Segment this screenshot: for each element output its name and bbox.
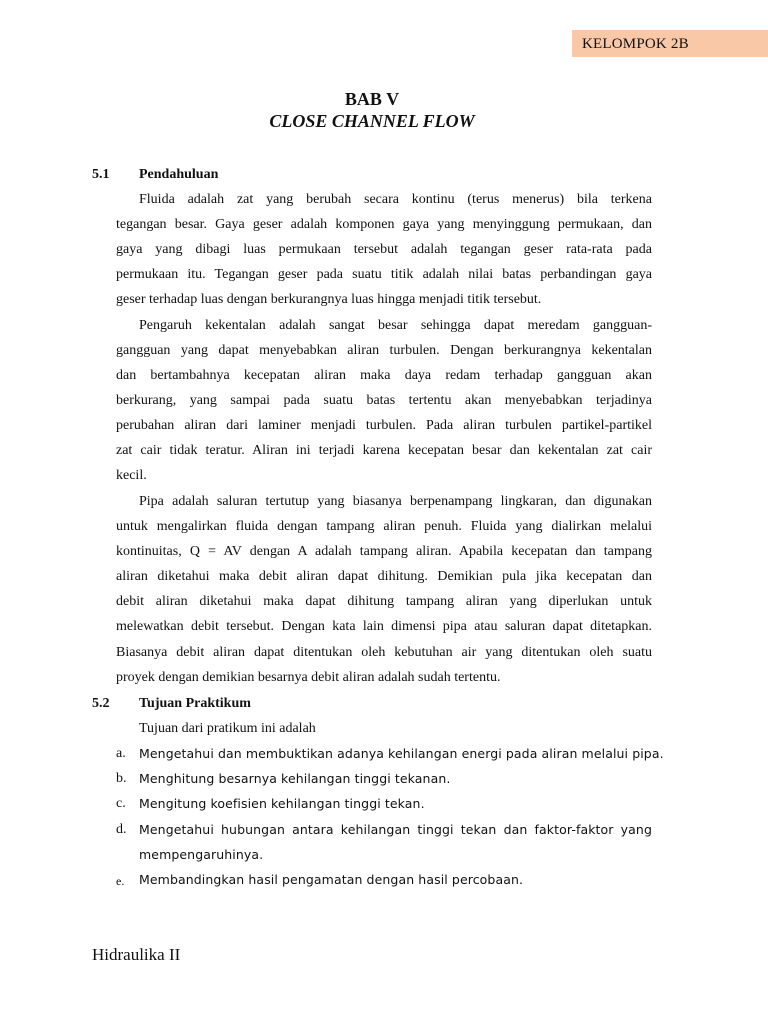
paragraph-line: tegangan besar. Gaya geser adalah komponen gaya yang menyinggung permukaan, dan (116, 217, 652, 232)
paragraph-line: gaya yang dibagi luas permukaan tersebut adalah tegangan geser rata-rata pada (116, 242, 652, 257)
paragraph-line: permukaan itu. Tegangan geser pada suatu titik adalah nilai batas perbandingan gaya (116, 267, 652, 282)
paragraph-line: untuk mengalirkan fluida dengan tampang aliran penuh. Fluida yang dialirkan melalui (116, 519, 652, 534)
list-item: Mengitung koefisien kehilangan tinggi tekan. (139, 796, 425, 811)
paragraph-line: proyek dengan demikian besarnya debit aliran adalah sudah tertentu. (116, 670, 501, 685)
section-number: 5.1 (92, 167, 110, 182)
section-title: Pendahuluan (139, 167, 219, 182)
paragraph-line: Fluida adalah zat yang berubah secara kontinu (terus menerus) bila terkena (139, 192, 652, 207)
paragraph-line: kecil. (116, 468, 147, 483)
section-intro: Tujuan dari pratikum ini adalah (139, 721, 316, 736)
paragraph-line: zat cair tidak teratur. Aliran ini terjadi karena kecepatan besar dan kekentalan zat cair (116, 443, 652, 458)
paragraph-line: Pipa adalah saluran tertutup yang biasanya berpenampang lingkaran, dan digunakan (139, 494, 652, 509)
paragraph-line: dan bertambahnya kecepatan aliran maka daya redam terhadap gangguan akan (116, 368, 652, 383)
paragraph-line: geser terhadap luas dengan berkurangnya luas hingga menjadi titik tersebut. (116, 292, 542, 307)
paragraph-line: aliran diketahui maka debit aliran dapat dihitung. Demikian pula jika kecepatan dan (116, 569, 652, 584)
list-marker: e. (116, 874, 125, 888)
group-tag: KELOMPOK 2B (572, 30, 768, 57)
list-item: Mengetahui hubungan antara kehilangan tinggi tekan dan faktor-faktor yang (139, 822, 652, 837)
list-marker: a. (116, 746, 126, 761)
paragraph-line: Pengaruh kekentalan adalah sangat besar sehingga dapat meredam gangguan- (139, 318, 652, 333)
paragraph-line: kontinuitas, Q = AV dengan A adalah tampang aliran. Apabila kecepatan dan tampang (116, 544, 652, 559)
list-item: Membandingkan hasil pengamatan dengan hasil percobaan. (139, 872, 524, 887)
list-marker: d. (116, 822, 127, 837)
list-item: Menghitung besarnya kehilangan tinggi tekanan. (139, 771, 451, 786)
paragraph-line: gangguan yang dapat menyebabkan aliran turbulen. Dengan berkurangnya kekentalan (116, 343, 652, 358)
paragraph-line: perubahan aliran dari laminer menjadi turbulen. Pada aliran turbulen partikel-partikel (116, 418, 652, 433)
paragraph-line: Biasanya debit aliran dapat ditentukan oleh kebutuhan air yang ditentukan oleh suatu (116, 645, 652, 660)
footer-course-name: Hidraulika II (92, 945, 181, 964)
paragraph-line: berkurang, yang sampai pada suatu batas tertentu akan menyebabkan terjadinya (116, 393, 652, 408)
section-number: 5.2 (92, 696, 110, 711)
section-title: Tujuan Praktikum (139, 696, 251, 711)
paragraph-line: debit aliran diketahui maka dapat dihitung tampang aliran yang diperlukan untuk (116, 594, 652, 609)
chapter-subtitle: CLOSE CHANNEL FLOW (269, 111, 475, 131)
list-item-continuation: mempengaruhinya. (139, 847, 264, 862)
list-marker: c. (116, 796, 126, 811)
chapter-title: BAB V (344, 89, 400, 109)
list-item: Mengetahui dan membuktikan adanya kehilangan energi pada aliran melalui pipa. (139, 746, 664, 761)
list-marker: b. (116, 771, 127, 786)
paragraph-line: melewatkan debit tersebut. Dengan kata lain dimensi pipa atau saluran dapat ditetapkan. (116, 619, 652, 634)
